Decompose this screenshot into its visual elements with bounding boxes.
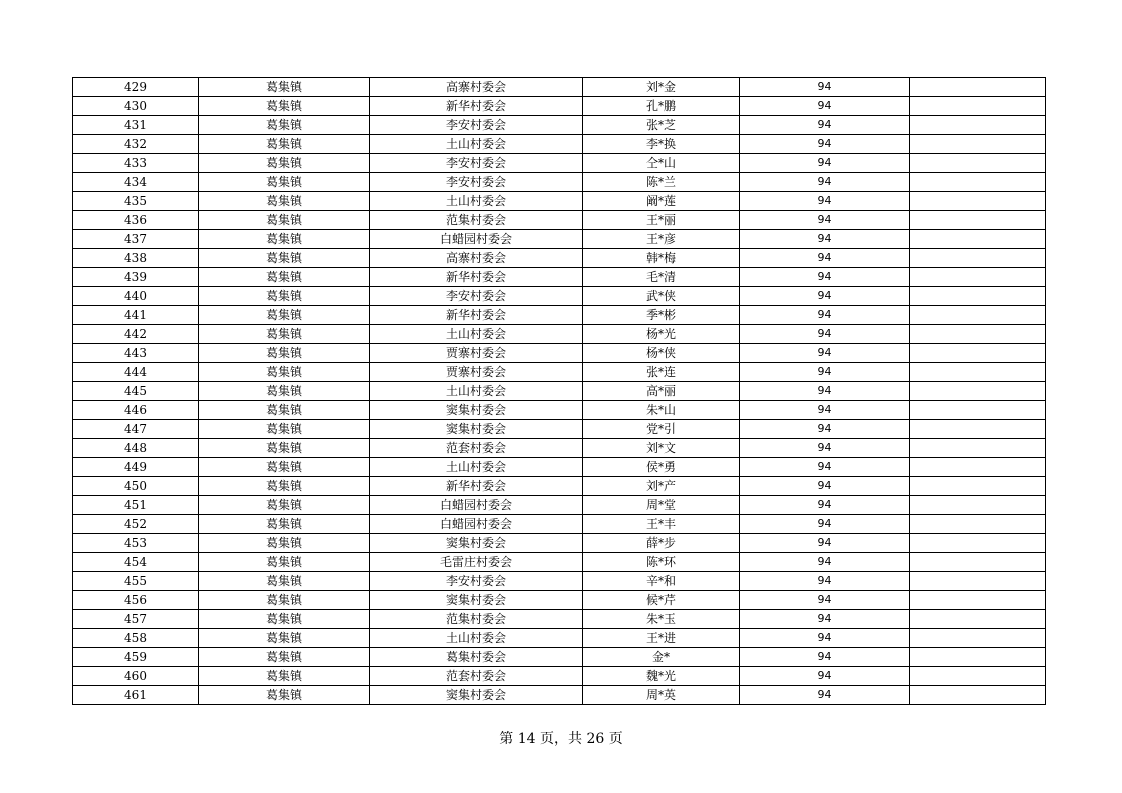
cell-score: 94 bbox=[740, 648, 910, 667]
table-row bbox=[73, 363, 1046, 382]
cell-no: 438 bbox=[73, 249, 199, 268]
cell-no: 458 bbox=[73, 629, 199, 648]
cell-name: 毛*清 bbox=[583, 268, 740, 287]
cell-no: 456 bbox=[73, 591, 199, 610]
cell-score: 94 bbox=[740, 211, 910, 230]
cell-no: 432 bbox=[73, 135, 199, 154]
cell-village: 范套村委会 bbox=[370, 667, 583, 686]
cell-note bbox=[910, 553, 1046, 572]
cell-score: 94 bbox=[740, 686, 910, 705]
table-row bbox=[73, 382, 1046, 401]
cell-no: 431 bbox=[73, 116, 199, 135]
cell-note bbox=[910, 116, 1046, 135]
cell-village: 高寨村委会 bbox=[370, 249, 583, 268]
cell-note bbox=[910, 287, 1046, 306]
cell-score: 94 bbox=[740, 534, 910, 553]
cell-village: 李安村委会 bbox=[370, 154, 583, 173]
cell-town: 葛集镇 bbox=[199, 648, 370, 667]
table-row bbox=[73, 97, 1046, 116]
cell-no: 441 bbox=[73, 306, 199, 325]
cell-village: 范套村委会 bbox=[370, 439, 583, 458]
cell-note bbox=[910, 363, 1046, 382]
cell-village: 新华村委会 bbox=[370, 306, 583, 325]
cell-no: 433 bbox=[73, 154, 199, 173]
cell-town: 葛集镇 bbox=[199, 610, 370, 629]
cell-note bbox=[910, 591, 1046, 610]
cell-village: 新华村委会 bbox=[370, 97, 583, 116]
cell-no: 430 bbox=[73, 97, 199, 116]
table-row bbox=[73, 249, 1046, 268]
table-row bbox=[73, 439, 1046, 458]
cell-name: 武*侠 bbox=[583, 287, 740, 306]
cell-note bbox=[910, 420, 1046, 439]
cell-name: 韩*梅 bbox=[583, 249, 740, 268]
cell-note bbox=[910, 629, 1046, 648]
cell-name: 刘*产 bbox=[583, 477, 740, 496]
cell-score: 94 bbox=[740, 135, 910, 154]
cell-score: 94 bbox=[740, 268, 910, 287]
cell-note bbox=[910, 154, 1046, 173]
cell-name: 朱*玉 bbox=[583, 610, 740, 629]
cell-town: 葛集镇 bbox=[199, 363, 370, 382]
cell-note bbox=[910, 306, 1046, 325]
table-row bbox=[73, 78, 1046, 97]
table-row bbox=[73, 401, 1046, 420]
table-row bbox=[73, 211, 1046, 230]
cell-town: 葛集镇 bbox=[199, 534, 370, 553]
cell-no: 453 bbox=[73, 534, 199, 553]
cell-no: 455 bbox=[73, 572, 199, 591]
cell-score: 94 bbox=[740, 97, 910, 116]
cell-town: 葛集镇 bbox=[199, 629, 370, 648]
cell-no: 444 bbox=[73, 363, 199, 382]
cell-town: 葛集镇 bbox=[199, 192, 370, 211]
cell-note bbox=[910, 610, 1046, 629]
cell-no: 451 bbox=[73, 496, 199, 515]
cell-note bbox=[910, 401, 1046, 420]
cell-note bbox=[910, 572, 1046, 591]
cell-note bbox=[910, 173, 1046, 192]
cell-note bbox=[910, 496, 1046, 515]
cell-town: 葛集镇 bbox=[199, 572, 370, 591]
cell-name: 张*芝 bbox=[583, 116, 740, 135]
cell-name: 朱*山 bbox=[583, 401, 740, 420]
cell-score: 94 bbox=[740, 154, 910, 173]
cell-note bbox=[910, 382, 1046, 401]
cell-village: 土山村委会 bbox=[370, 325, 583, 344]
cell-town: 葛集镇 bbox=[199, 116, 370, 135]
table-row bbox=[73, 458, 1046, 477]
cell-score: 94 bbox=[740, 667, 910, 686]
cell-town: 葛集镇 bbox=[199, 553, 370, 572]
cell-village: 毛雷庄村委会 bbox=[370, 553, 583, 572]
cell-score: 94 bbox=[740, 287, 910, 306]
table-row bbox=[73, 629, 1046, 648]
cell-name: 阚*莲 bbox=[583, 192, 740, 211]
cell-village: 窦集村委会 bbox=[370, 420, 583, 439]
cell-village: 窦集村委会 bbox=[370, 591, 583, 610]
cell-score: 94 bbox=[740, 401, 910, 420]
table-row bbox=[73, 534, 1046, 553]
cell-name: 高*丽 bbox=[583, 382, 740, 401]
cell-village: 窦集村委会 bbox=[370, 534, 583, 553]
cell-score: 94 bbox=[740, 458, 910, 477]
beneficiary-table bbox=[72, 77, 1046, 705]
cell-village: 范集村委会 bbox=[370, 610, 583, 629]
cell-village: 贾寨村委会 bbox=[370, 363, 583, 382]
cell-town: 葛集镇 bbox=[199, 173, 370, 192]
cell-no: 457 bbox=[73, 610, 199, 629]
cell-score: 94 bbox=[740, 173, 910, 192]
cell-town: 葛集镇 bbox=[199, 667, 370, 686]
cell-score: 94 bbox=[740, 591, 910, 610]
cell-name: 李*换 bbox=[583, 135, 740, 154]
cell-village: 土山村委会 bbox=[370, 382, 583, 401]
cell-town: 葛集镇 bbox=[199, 249, 370, 268]
cell-town: 葛集镇 bbox=[199, 154, 370, 173]
cell-name: 薛*步 bbox=[583, 534, 740, 553]
cell-town: 葛集镇 bbox=[199, 268, 370, 287]
cell-village: 范集村委会 bbox=[370, 211, 583, 230]
table-row bbox=[73, 610, 1046, 629]
table-row bbox=[73, 116, 1046, 135]
cell-note bbox=[910, 477, 1046, 496]
cell-town: 葛集镇 bbox=[199, 78, 370, 97]
cell-score: 94 bbox=[740, 572, 910, 591]
cell-name: 王*丽 bbox=[583, 211, 740, 230]
table-row bbox=[73, 667, 1046, 686]
cell-name: 刘*金 bbox=[583, 78, 740, 97]
table-row bbox=[73, 173, 1046, 192]
cell-no: 446 bbox=[73, 401, 199, 420]
table-row bbox=[73, 306, 1046, 325]
cell-no: 442 bbox=[73, 325, 199, 344]
cell-note bbox=[910, 458, 1046, 477]
cell-score: 94 bbox=[740, 344, 910, 363]
cell-no: 443 bbox=[73, 344, 199, 363]
cell-town: 葛集镇 bbox=[199, 135, 370, 154]
table-row bbox=[73, 496, 1046, 515]
cell-note bbox=[910, 230, 1046, 249]
cell-name: 辛*和 bbox=[583, 572, 740, 591]
cell-village: 土山村委会 bbox=[370, 458, 583, 477]
cell-name: 王*进 bbox=[583, 629, 740, 648]
cell-no: 445 bbox=[73, 382, 199, 401]
cell-town: 葛集镇 bbox=[199, 420, 370, 439]
cell-no: 459 bbox=[73, 648, 199, 667]
cell-no: 448 bbox=[73, 439, 199, 458]
cell-town: 葛集镇 bbox=[199, 97, 370, 116]
cell-village: 李安村委会 bbox=[370, 173, 583, 192]
cell-note bbox=[910, 135, 1046, 154]
cell-score: 94 bbox=[740, 116, 910, 135]
cell-note bbox=[910, 534, 1046, 553]
table-row bbox=[73, 325, 1046, 344]
cell-no: 452 bbox=[73, 515, 199, 534]
cell-note bbox=[910, 249, 1046, 268]
cell-village: 白蜡园村委会 bbox=[370, 496, 583, 515]
cell-note bbox=[910, 97, 1046, 116]
cell-village: 贾寨村委会 bbox=[370, 344, 583, 363]
cell-village: 白蜡园村委会 bbox=[370, 230, 583, 249]
cell-note bbox=[910, 192, 1046, 211]
cell-no: 461 bbox=[73, 686, 199, 705]
cell-note bbox=[910, 211, 1046, 230]
cell-no: 460 bbox=[73, 667, 199, 686]
cell-score: 94 bbox=[740, 363, 910, 382]
cell-no: 454 bbox=[73, 553, 199, 572]
cell-town: 葛集镇 bbox=[199, 325, 370, 344]
cell-village: 高寨村委会 bbox=[370, 78, 583, 97]
cell-no: 434 bbox=[73, 173, 199, 192]
cell-name: 杨*侠 bbox=[583, 344, 740, 363]
cell-score: 94 bbox=[740, 230, 910, 249]
cell-note bbox=[910, 344, 1046, 363]
cell-village: 窦集村委会 bbox=[370, 686, 583, 705]
cell-town: 葛集镇 bbox=[199, 439, 370, 458]
table-body bbox=[73, 78, 1046, 705]
cell-name: 王*丰 bbox=[583, 515, 740, 534]
cell-note bbox=[910, 325, 1046, 344]
cell-village: 土山村委会 bbox=[370, 629, 583, 648]
cell-town: 葛集镇 bbox=[199, 211, 370, 230]
cell-score: 94 bbox=[740, 78, 910, 97]
table-row bbox=[73, 287, 1046, 306]
table-row bbox=[73, 154, 1046, 173]
table-row bbox=[73, 515, 1046, 534]
table-row bbox=[73, 192, 1046, 211]
table-row bbox=[73, 648, 1046, 667]
cell-note bbox=[910, 515, 1046, 534]
cell-score: 94 bbox=[740, 515, 910, 534]
cell-no: 450 bbox=[73, 477, 199, 496]
cell-score: 94 bbox=[740, 610, 910, 629]
cell-score: 94 bbox=[740, 249, 910, 268]
cell-town: 葛集镇 bbox=[199, 515, 370, 534]
cell-name: 侯*勇 bbox=[583, 458, 740, 477]
cell-note bbox=[910, 667, 1046, 686]
cell-no: 435 bbox=[73, 192, 199, 211]
table-row bbox=[73, 344, 1046, 363]
cell-score: 94 bbox=[740, 439, 910, 458]
cell-note bbox=[910, 78, 1046, 97]
cell-town: 葛集镇 bbox=[199, 382, 370, 401]
cell-note bbox=[910, 686, 1046, 705]
table-row bbox=[73, 591, 1046, 610]
cell-town: 葛集镇 bbox=[199, 477, 370, 496]
cell-village: 李安村委会 bbox=[370, 287, 583, 306]
cell-score: 94 bbox=[740, 382, 910, 401]
cell-name: 张*连 bbox=[583, 363, 740, 382]
cell-village: 窦集村委会 bbox=[370, 401, 583, 420]
cell-score: 94 bbox=[740, 306, 910, 325]
cell-note bbox=[910, 439, 1046, 458]
cell-name: 王*彦 bbox=[583, 230, 740, 249]
cell-name: 陈*环 bbox=[583, 553, 740, 572]
cell-no: 429 bbox=[73, 78, 199, 97]
table-row bbox=[73, 135, 1046, 154]
cell-no: 439 bbox=[73, 268, 199, 287]
cell-score: 94 bbox=[740, 496, 910, 515]
cell-score: 94 bbox=[740, 553, 910, 572]
cell-no: 440 bbox=[73, 287, 199, 306]
page-footer: 第 14 页，共 26 页 bbox=[499, 731, 623, 747]
cell-village: 新华村委会 bbox=[370, 268, 583, 287]
table-row bbox=[73, 268, 1046, 287]
cell-note bbox=[910, 648, 1046, 667]
cell-village: 李安村委会 bbox=[370, 572, 583, 591]
table-row bbox=[73, 477, 1046, 496]
cell-village: 新华村委会 bbox=[370, 477, 583, 496]
table-row bbox=[73, 230, 1046, 249]
cell-name: 周*英 bbox=[583, 686, 740, 705]
cell-village: 土山村委会 bbox=[370, 135, 583, 154]
cell-town: 葛集镇 bbox=[199, 401, 370, 420]
cell-name: 金* bbox=[583, 648, 740, 667]
cell-town: 葛集镇 bbox=[199, 230, 370, 249]
cell-no: 447 bbox=[73, 420, 199, 439]
cell-town: 葛集镇 bbox=[199, 306, 370, 325]
cell-town: 葛集镇 bbox=[199, 344, 370, 363]
cell-score: 94 bbox=[740, 629, 910, 648]
cell-name: 仝*山 bbox=[583, 154, 740, 173]
cell-name: 季*彬 bbox=[583, 306, 740, 325]
cell-name: 候*芹 bbox=[583, 591, 740, 610]
cell-name: 周*堂 bbox=[583, 496, 740, 515]
cell-score: 94 bbox=[740, 325, 910, 344]
cell-name: 孔*鹏 bbox=[583, 97, 740, 116]
cell-name: 魏*光 bbox=[583, 667, 740, 686]
cell-score: 94 bbox=[740, 192, 910, 211]
cell-no: 437 bbox=[73, 230, 199, 249]
cell-town: 葛集镇 bbox=[199, 496, 370, 515]
cell-village: 葛集村委会 bbox=[370, 648, 583, 667]
cell-no: 436 bbox=[73, 211, 199, 230]
cell-no: 449 bbox=[73, 458, 199, 477]
table-row bbox=[73, 686, 1046, 705]
cell-town: 葛集镇 bbox=[199, 686, 370, 705]
cell-town: 葛集镇 bbox=[199, 458, 370, 477]
table-row bbox=[73, 420, 1046, 439]
cell-score: 94 bbox=[740, 420, 910, 439]
table-row bbox=[73, 572, 1046, 591]
cell-town: 葛集镇 bbox=[199, 287, 370, 306]
cell-village: 白蜡园村委会 bbox=[370, 515, 583, 534]
cell-name: 陈*兰 bbox=[583, 173, 740, 192]
cell-village: 土山村委会 bbox=[370, 192, 583, 211]
cell-name: 刘*文 bbox=[583, 439, 740, 458]
cell-note bbox=[910, 268, 1046, 287]
cell-name: 杨*光 bbox=[583, 325, 740, 344]
cell-town: 葛集镇 bbox=[199, 591, 370, 610]
cell-village: 李安村委会 bbox=[370, 116, 583, 135]
cell-score: 94 bbox=[740, 477, 910, 496]
cell-name: 党*引 bbox=[583, 420, 740, 439]
table-row bbox=[73, 553, 1046, 572]
